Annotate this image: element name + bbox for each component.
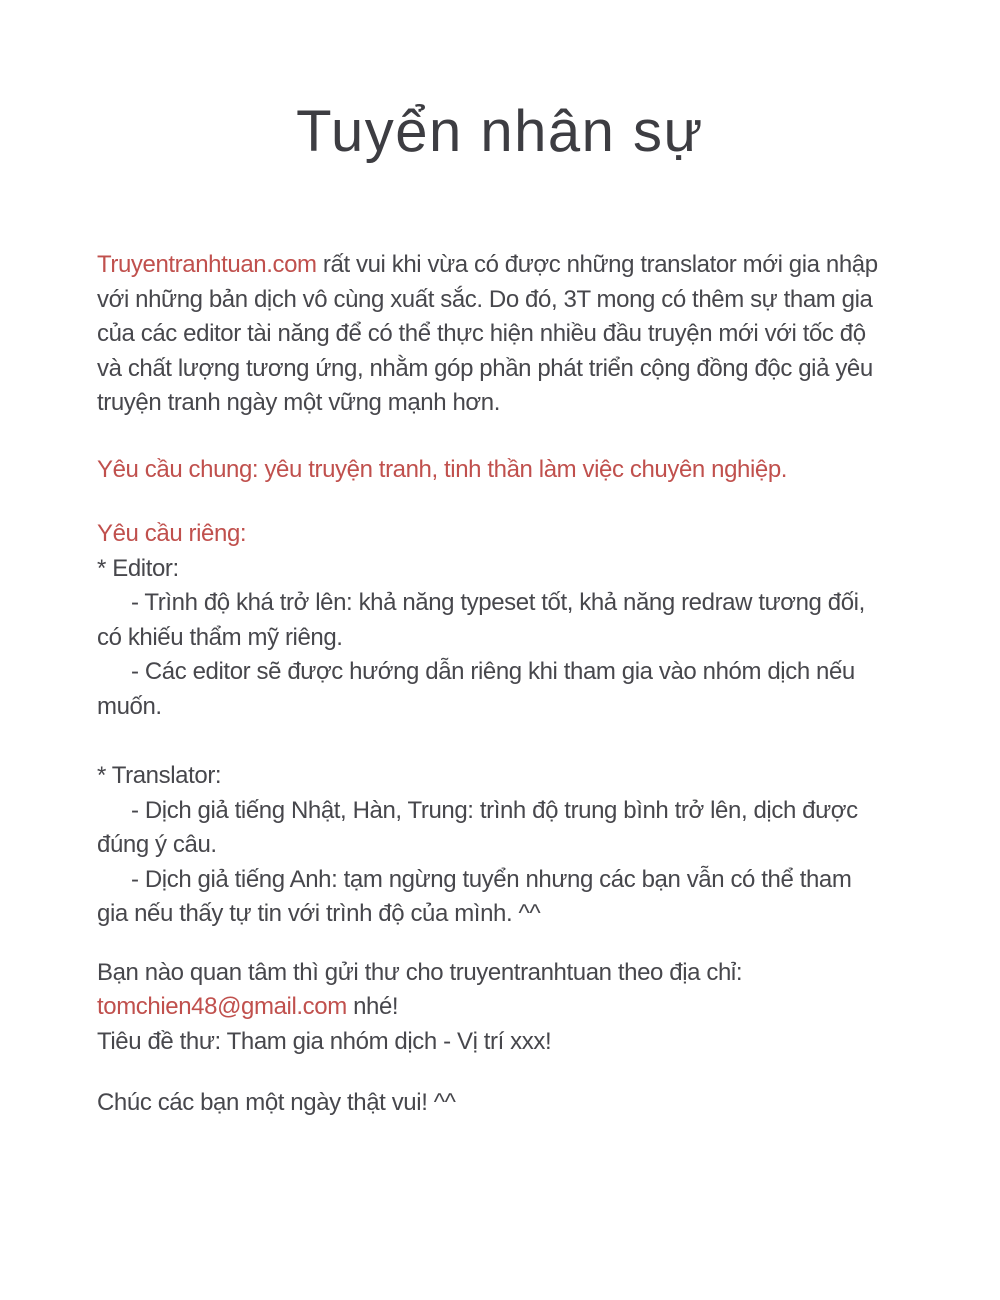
general-requirement-line: Yêu cầu chung: yêu truyện tranh, tinh thần làm việc chuyên nghiệp. bbox=[97, 455, 788, 483]
intro-line-1 bbox=[97, 248, 940, 283]
editor-requirement-line-1: - Trình độ khá trở lên: khả năng typeset tốt, khả năng redraw tương đối, bbox=[131, 589, 865, 616]
contact-line-2-text: nhé! bbox=[353, 993, 399, 1020]
intro-line-4: và chất lượng tương ứng, nhằm góp phần phát triển cộng đồng độc giả yêu bbox=[97, 354, 873, 382]
editor-requirement-line-3: - Các editor sẽ được hướng dẫn riêng khi tham gia vào nhóm dịch nếu bbox=[131, 658, 855, 685]
translator-requirement-line-2: đúng ý câu. bbox=[97, 831, 217, 858]
intro-line-3: của các editor tài năng để có thể thực hiện nhiều đầu truyện mới với tốc độ bbox=[97, 320, 866, 347]
translator-section bbox=[97, 759, 940, 932]
general-requirement-paragraph bbox=[97, 453, 940, 488]
closing-line: Chúc các bạn một ngày thật vui! ^^ bbox=[97, 1089, 456, 1116]
translator-heading: * Translator: bbox=[97, 762, 222, 789]
intro-line-5: truyện tranh ngày một vững mạnh hơn. bbox=[97, 389, 500, 416]
editor-requirement-line-4: muốn. bbox=[97, 692, 162, 720]
contact-section bbox=[97, 956, 940, 1060]
editor-heading: * Editor: bbox=[97, 554, 179, 582]
document-body bbox=[97, 248, 940, 1121]
translator-requirement-line-1: - Dịch giả tiếng Nhật, Hàn, Trung: trình độ trung bình trở lên, dịch được bbox=[131, 796, 858, 824]
editor-requirement-line-2: có khiếu thẩm mỹ riêng. bbox=[97, 623, 343, 651]
contact-subject-line: Tiêu đề thư: Tham gia nhóm dịch - Vị trí xxx! bbox=[97, 1027, 552, 1055]
contact-line-1: Bạn nào quan tâm thì gửi thư cho truyentranhtuan theo địa chỉ: bbox=[97, 958, 743, 986]
intro-paragraph bbox=[97, 248, 940, 421]
translator-requirement-line-3: - Dịch giả tiếng Anh: tạm ngừng tuyển nhưng các bạn vẫn có thể tham bbox=[131, 865, 852, 893]
intro-line-2: với những bản dịch vô cùng xuất sắc. Do đó, 3T mong có thêm sự tham gia bbox=[97, 285, 873, 313]
translator-requirement-line-4: gia nếu thấy tự tin với trình độ của mình. ^^ bbox=[97, 900, 541, 927]
page-title: Tuyển nhân sự bbox=[296, 99, 704, 164]
closing-paragraph bbox=[97, 1086, 940, 1121]
email-link[interactable]: tomchien48@gmail.com bbox=[97, 993, 347, 1020]
specific-requirement-heading: Yêu cầu riêng: bbox=[97, 520, 247, 547]
site-link[interactable]: Truyentranhtuan.com bbox=[97, 251, 317, 278]
specific-requirements-section bbox=[97, 517, 940, 724]
contact-line-2 bbox=[97, 990, 940, 1025]
intro-line-1-text: rất vui khi vừa có được những translator mới gia nhập bbox=[322, 251, 878, 278]
